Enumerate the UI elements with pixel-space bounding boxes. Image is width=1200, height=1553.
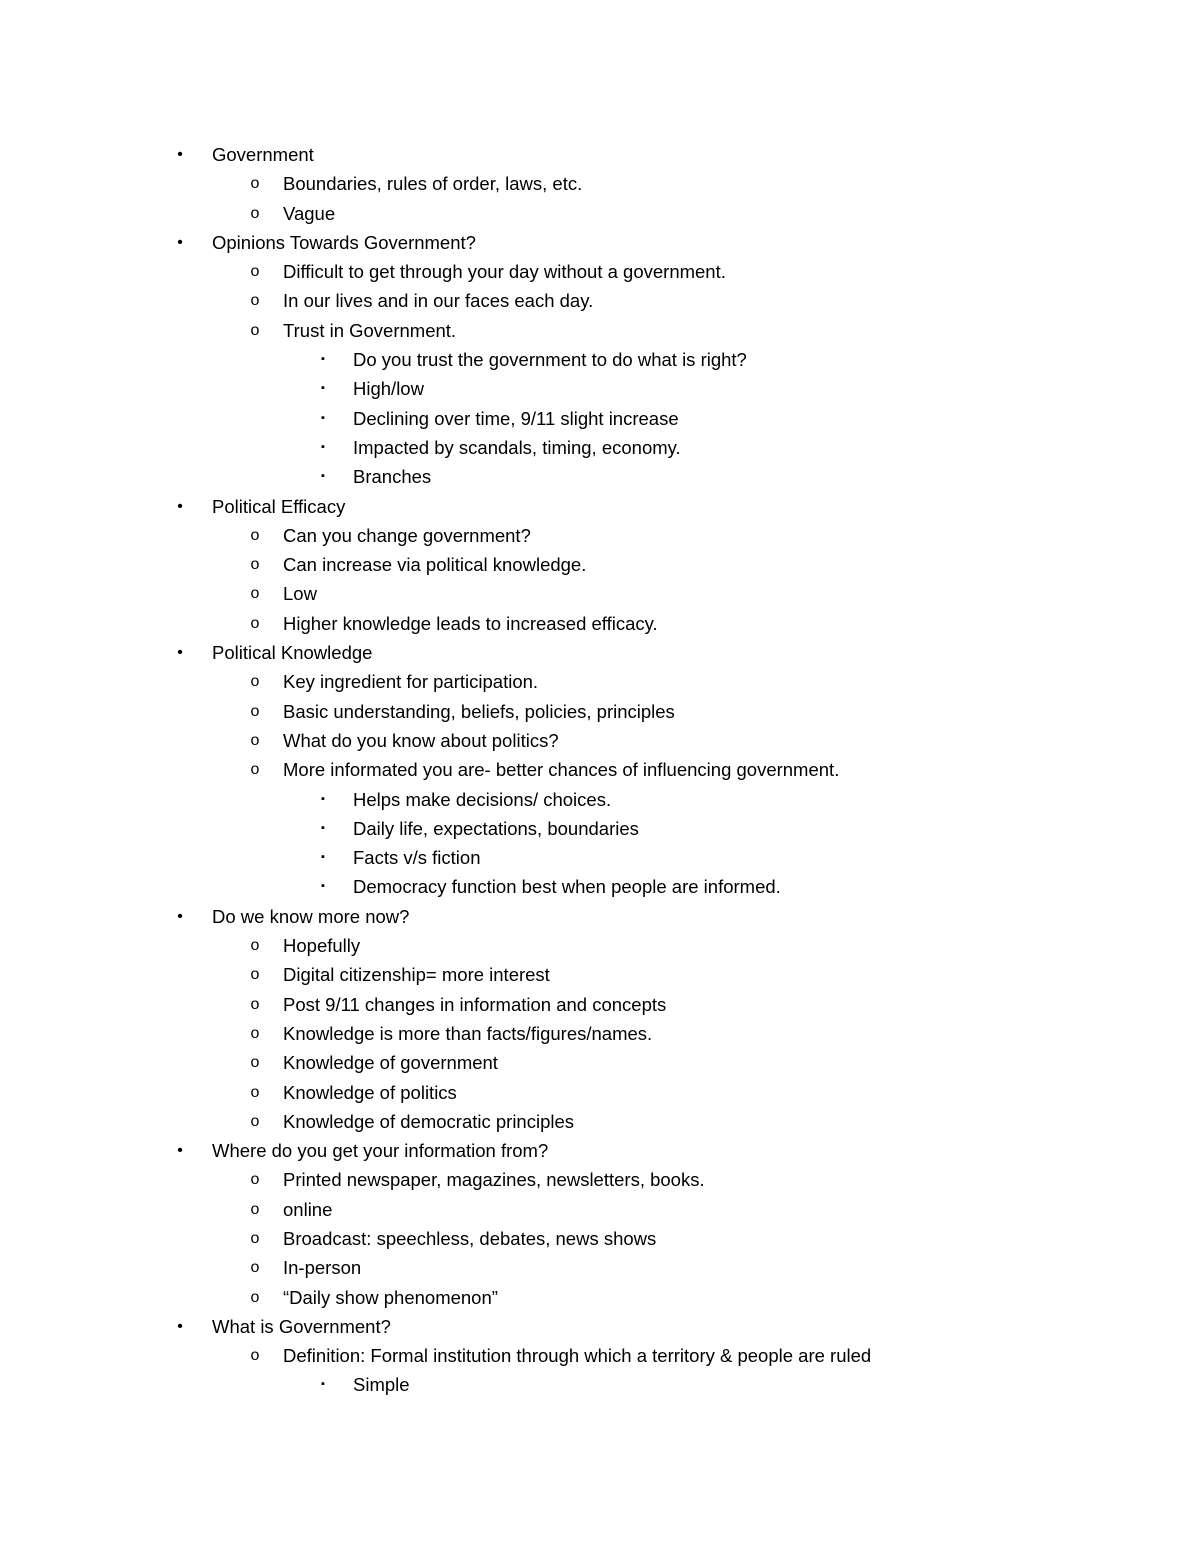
list-bullet-icon: • (177, 146, 183, 163)
outline-item-level-2 (0, 726, 1200, 755)
list-bullet-icon: o (250, 614, 260, 632)
list-bullet-icon: • (177, 233, 183, 251)
outline-item-text: Where do you get your information from? (212, 1140, 549, 1162)
list-bullet-icon: o (250, 204, 260, 222)
outline-item-text: Key ingredient for participation. (283, 671, 539, 693)
list-bullet-icon: o (250, 1024, 260, 1042)
list-bullet-icon: • (177, 1142, 183, 1160)
outline-item-level-3 (0, 433, 1200, 462)
outline-item-level-1 (0, 902, 1200, 931)
outline-item-level-2 (0, 1048, 1200, 1077)
outline-item-text: Opinions Towards Government? (212, 231, 476, 253)
outline-item-level-3 (0, 1370, 1200, 1399)
outline-item-text: Boundaries, rules of order, laws, etc. (283, 173, 583, 195)
outline-item-text: Basic understanding, beliefs, policies, principles (283, 700, 675, 722)
outline-item-text: More informated you are- better chances of influencing government. (283, 759, 840, 781)
outline-item-level-2 (0, 521, 1200, 550)
outline-item-level-2 (0, 609, 1200, 638)
outline-item-text: Declining over time, 9/11 slight increase (353, 407, 679, 429)
outline-item-text: Daily life, expectations, boundaries (353, 817, 639, 839)
outline-item-level-2 (0, 990, 1200, 1019)
outline-item-level-2 (0, 169, 1200, 198)
list-bullet-icon: o (250, 761, 260, 779)
outline-item-text: Trust in Government. (283, 319, 457, 341)
outline-item-text: Broadcast: speechless, debates, news shows (283, 1227, 657, 1249)
outline-item-level-3 (0, 814, 1200, 843)
outline-item-text: Knowledge is more than facts/figures/names. (283, 1022, 653, 1044)
outline-item-level-2 (0, 579, 1200, 608)
outline-item-text: Knowledge of politics (283, 1081, 457, 1103)
outline-item-text: Difficult to get through your day without a government. (283, 261, 726, 283)
outline-item-text: Simple (353, 1374, 410, 1396)
list-bullet-icon: ▪ (321, 470, 325, 483)
list-bullet-icon: o (250, 292, 260, 310)
outline-item-level-2 (0, 1078, 1200, 1107)
outline-item-level-1 (0, 492, 1200, 521)
outline-item-level-1 (0, 638, 1200, 667)
outline-item-level-1 (0, 228, 1200, 257)
outline-item-text: What is Government? (212, 1315, 391, 1337)
outline-item-text: High/low (353, 378, 424, 400)
list-bullet-icon: o (250, 175, 260, 193)
outline-item-text: In-person (283, 1257, 362, 1279)
outline-item-text: Vague (283, 202, 336, 224)
outline-item-level-3 (0, 785, 1200, 814)
outline-item-level-2 (0, 1224, 1200, 1253)
outline-item-text: Knowledge of democratic principles (283, 1110, 575, 1132)
outline-item-level-2 (0, 755, 1200, 784)
outline-item-text: Do you trust the government to do what is right? (353, 349, 747, 371)
outline-item-text: Printed newspaper, magazines, newsletters, books. (283, 1169, 705, 1191)
outline-item-level-2 (0, 1195, 1200, 1224)
outline-item-text: Definition: Formal institution through which a territory & people are ruled (283, 1345, 872, 1367)
list-bullet-icon: o (250, 1054, 260, 1072)
outline-item-text: Democracy function best when people are informed. (353, 876, 781, 898)
list-bullet-icon: o (250, 1200, 260, 1218)
outline-item-level-3 (0, 404, 1200, 433)
list-bullet-icon: • (177, 644, 183, 662)
outline-item-text: In our lives and in our faces each day. (283, 290, 594, 312)
list-bullet-icon: o (250, 1288, 260, 1306)
list-bullet-icon: ▪ (321, 382, 325, 395)
outline-item-text: Higher knowledge leads to increased efficacy. (283, 612, 658, 634)
outline-item-level-2 (0, 1019, 1200, 1048)
outline-item-text: Impacted by scandals, timing, economy. (353, 436, 681, 458)
list-bullet-icon: ▪ (321, 880, 325, 893)
list-bullet-icon: o (250, 585, 260, 603)
list-bullet-icon: o (250, 1347, 260, 1365)
list-bullet-icon: o (250, 995, 260, 1013)
list-bullet-icon: • (177, 1317, 183, 1335)
outline-item-level-2 (0, 667, 1200, 696)
outline-item-text: Hopefully (283, 935, 361, 957)
list-bullet-icon: o (250, 1112, 260, 1130)
outline-item-text: Helps make decisions/ choices. (353, 788, 612, 810)
outline-item-level-2 (0, 550, 1200, 579)
outline-item-text: Government (212, 144, 314, 165)
list-bullet-icon: o (250, 556, 260, 574)
list-bullet-icon: ▪ (321, 851, 325, 864)
list-bullet-icon: • (177, 907, 183, 925)
outline-item-text: Low (283, 583, 317, 605)
outline-item-level-2 (0, 316, 1200, 345)
outline-item-level-2 (0, 286, 1200, 315)
list-bullet-icon: • (177, 497, 183, 515)
list-bullet-icon: o (250, 1171, 260, 1189)
outline-item-level-1 (0, 1312, 1200, 1341)
list-bullet-icon: o (250, 263, 260, 281)
list-bullet-icon: o (250, 1229, 260, 1247)
list-bullet-icon: ▪ (321, 821, 325, 834)
outline-item-level-3 (0, 843, 1200, 872)
outline-item-level-1 (0, 140, 1200, 169)
outline-item-text: Knowledge of government (283, 1052, 498, 1074)
outline-item-text: What do you know about politics? (283, 729, 559, 751)
outline-item-text: Digital citizenship= more interest (283, 964, 550, 986)
list-bullet-icon: o (250, 1083, 260, 1101)
outline-item-level-2 (0, 1283, 1200, 1312)
outline-item-text: “Daily show phenomenon” (283, 1286, 498, 1308)
list-bullet-icon: ▪ (321, 792, 325, 805)
list-bullet-icon: ▪ (321, 440, 325, 453)
list-bullet-icon: o (250, 321, 260, 339)
outline-item-level-2 (0, 697, 1200, 726)
outline-item-level-3 (0, 872, 1200, 901)
outline-item-level-2 (0, 257, 1200, 286)
outline-item-level-3 (0, 462, 1200, 491)
outline-item-text: Can you change government? (283, 524, 531, 546)
list-bullet-icon: o (250, 1259, 260, 1277)
outline-item-level-2 (0, 1341, 1200, 1370)
outline-item-text: Political Efficacy (212, 495, 346, 517)
outline-item-level-2 (0, 199, 1200, 228)
list-bullet-icon: o (250, 966, 260, 984)
outline-item-text: Political Knowledge (212, 642, 373, 664)
list-bullet-icon: ▪ (321, 353, 325, 366)
outline-item-level-3 (0, 345, 1200, 374)
outline-item-level-3 (0, 374, 1200, 403)
outline-item-level-2 (0, 1253, 1200, 1282)
outline-item-level-2 (0, 1165, 1200, 1194)
document-page (0, 140, 1200, 1400)
outline-item-level-2 (0, 960, 1200, 989)
list-bullet-icon: o (250, 526, 260, 544)
list-bullet-icon: o (250, 937, 260, 955)
outline-item-text: Do we know more now? (212, 905, 410, 927)
list-bullet-icon: ▪ (321, 1378, 325, 1391)
outline-item-text: online (283, 1198, 333, 1220)
outline-item-text: Facts v/s fiction (353, 847, 481, 869)
outline-item-text: Can increase via political knowledge. (283, 554, 587, 576)
outline-item-text: Post 9/11 changes in information and concepts (283, 993, 667, 1015)
outline-item-level-2 (0, 931, 1200, 960)
outline-item-level-1 (0, 1136, 1200, 1165)
outline-item-text: Branches (353, 466, 432, 488)
list-bullet-icon: o (250, 702, 260, 720)
list-bullet-icon: o (250, 731, 260, 749)
list-bullet-icon: o (250, 673, 260, 691)
list-bullet-icon: ▪ (321, 411, 325, 424)
outline-item-level-2 (0, 1107, 1200, 1136)
